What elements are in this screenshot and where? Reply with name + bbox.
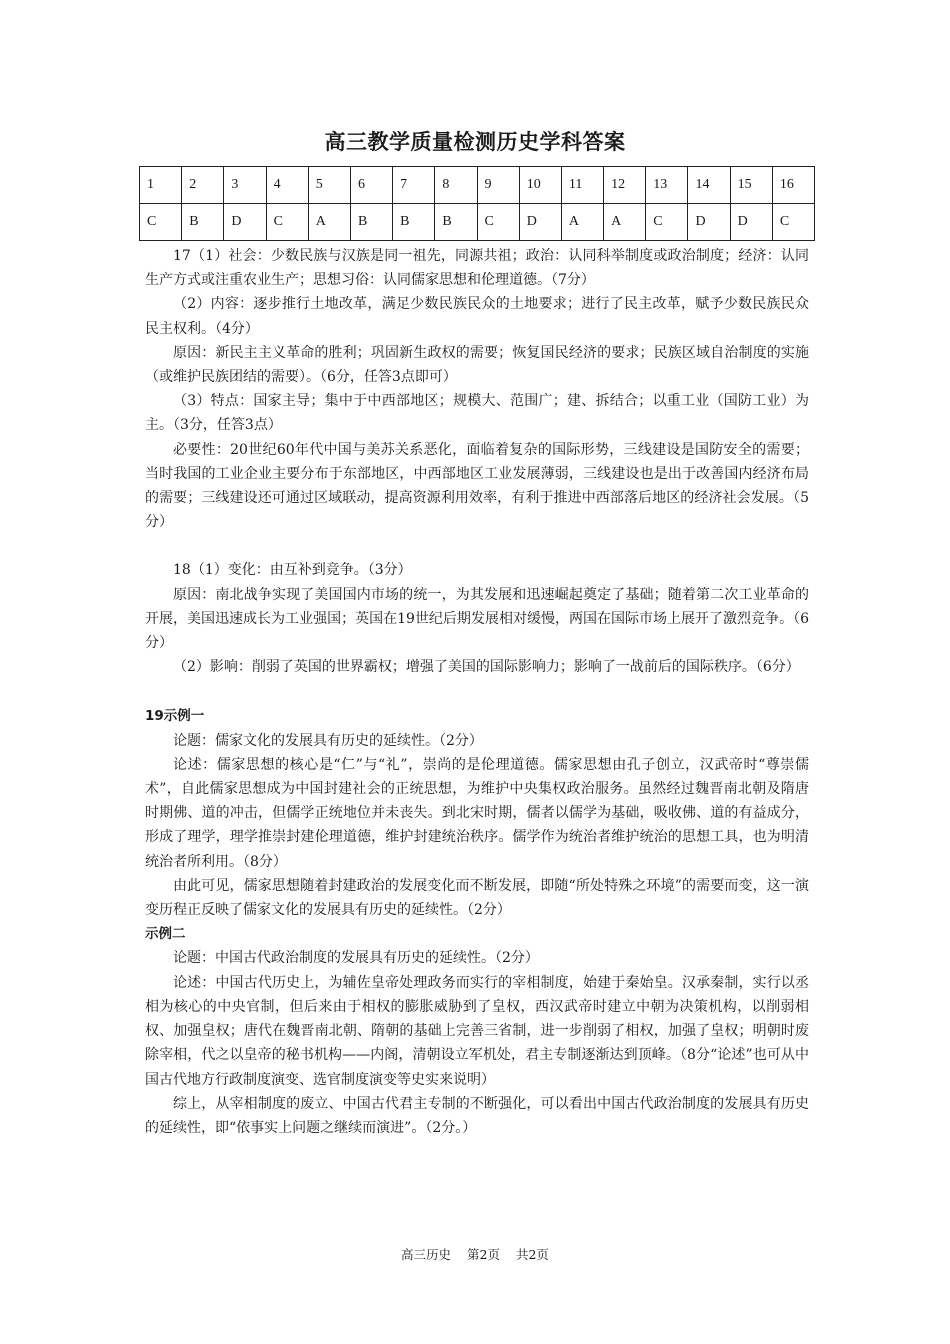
q17-part2-reasons: 原因：新民主主义革命的胜利；巩固新生政权的需要；恢复国民经济的要求；民族区域自治制度的实施（或维护民族团结的需要）。（6分，任答3点即可） xyxy=(145,344,809,386)
question-number-cell: 5 xyxy=(308,167,350,204)
q19-example1-conclusion: 由此可见，儒家思想随着封建政治的发展变化而不断发展，即随“所处特殊之环境”的需要而变，这一演变历程正反映了儒家文化的发展具有历史的延续性。（2分） xyxy=(145,877,809,919)
q19-example2-conclusion: 综上，从宰相制度的废立、中国古代君主专制的不断强化，可以看出中国古代政治制度的发展具有历史的延续性，即“依事实上问题之继续而演进”。（2分。） xyxy=(145,1095,809,1136)
question-number-cell: 11 xyxy=(561,167,603,204)
answer-cell: D xyxy=(688,204,730,241)
q19-example1-argument: 论述：儒家思想的核心是“仁”与“礼”，崇尚的是伦理道德。儒家思想由孔子创立，汉武帝时“尊崇儒术”，自此儒家思想成为中国封建社会的正统思想，为维护中央集权政治服务。虽然经过魏晋南北朝及隋唐时期佛、道的冲击，但儒学正统地位并未丧失。到北宋时期，儒者以儒学为基础，吸收佛、道的有益成分，形成了理学，理学推崇封建伦理道德，维护封建统治秩序。儒学作为统治者维护统治的思想工具，也为明清统治者所利用。（8分） xyxy=(145,756,809,870)
answer-cell: B xyxy=(393,204,435,241)
answer-cell: D xyxy=(224,204,266,241)
question-number-cell: 10 xyxy=(519,167,561,204)
q19-example1-topic: 论题：儒家文化的发展具有历史的延续性。（2分） xyxy=(173,732,483,749)
question-number-cell: 14 xyxy=(688,167,730,204)
q18-part1: 18（1）变化：由互补到竞争。（3分） xyxy=(173,562,412,579)
question-number-cell: 12 xyxy=(604,167,646,204)
answer-cell: B xyxy=(182,204,224,241)
answer-cell: A xyxy=(561,204,603,241)
answer-cell: D xyxy=(730,204,772,241)
question-number-cell: 1 xyxy=(140,167,182,204)
q19-example1-heading: 19示例一 xyxy=(145,708,205,725)
q18-part1-reasons: 原因：南北战争实现了美国国内市场的统一，为其发展和迅速崛起奠定了基础；随着第二次工业革命的开展，美国迅速成长为工业强国；英国在19世纪后期发展相对缓慢，两国在国际市场上展开了激烈竞争。（6分） xyxy=(145,586,809,652)
q17-part3-necessity: 必要性：20世纪60年代中国与美苏关系恶化，面临着复杂的国际形势，三线建设是国防安全的需要；当时我国的工业企业主要分布于东部地区，中西部地区工业发展薄弱，三线建设也是出于改善国内经济布局的需要；三线建设还可通过区域联动，提高资源利用效率，有利于推进中西部落后地区的经济社会发展。（5分） xyxy=(145,441,809,531)
answer-cell: C xyxy=(646,204,688,241)
answer-table xyxy=(139,166,815,241)
q18-part2: （2）影响：削弱了英国的世界霸权；增强了美国的国际影响力；影响了一战前后的国际秩序。（6分） xyxy=(173,659,800,676)
answer-cell: C xyxy=(266,204,308,241)
question-number-cell: 8 xyxy=(435,167,477,204)
answer-content xyxy=(145,244,809,1140)
question-number-cell: 4 xyxy=(266,167,308,204)
answer-cell: C xyxy=(477,204,519,241)
answer-cell: A xyxy=(308,204,350,241)
answer-cell: D xyxy=(519,204,561,241)
answer-cell: A xyxy=(604,204,646,241)
footer-subject: 高三历史 xyxy=(401,1247,452,1262)
q19-example2-heading: 示例二 xyxy=(145,926,186,943)
q17-part2: （2）内容：逐步推行土地改革，满足少数民族民众的土地要求；进行了民主改革，赋予少数民族民众民主权利。（4分） xyxy=(145,296,809,337)
question-number-cell: 7 xyxy=(393,167,435,204)
answer-key-row xyxy=(140,204,815,241)
answer-cell: B xyxy=(435,204,477,241)
q19-example2-topic: 论题：中国古代政治制度的发展具有历史的延续性。（2分） xyxy=(173,950,539,967)
question-number-cell: 2 xyxy=(182,167,224,204)
page-footer xyxy=(0,1245,950,1263)
question-number-cell: 6 xyxy=(350,167,392,204)
q17-part3: （3）特点：国家主导；集中于中西部地区；规模大、范围广；建、拆结合；以重工业（国防工业）为主。（3分，任答3点） xyxy=(145,393,809,434)
page-title: 高三教学质量检测历史学科答案 xyxy=(324,130,626,154)
question-number-cell: 15 xyxy=(730,167,772,204)
question-number-cell: 3 xyxy=(224,167,266,204)
footer-total-pages: 共2页 xyxy=(515,1247,549,1262)
q19-example2-argument: 论述：中国古代历史上，为辅佐皇帝处理政务而实行的宰相制度，始建于秦始皇。汉承秦制，实行以丞相为核心的中央官制，但后来由于相权的膨胀威胁到了皇权，西汉武帝时建立中朝为决策机构，以削弱相权、加强皇权；唐代在魏晋南北朝、隋朝的基础上完善三省制，进一步削弱了相权，加强了皇权；明朝时废除宰相，代之以皇帝的秘书机构——内阁，清朝设立军机处，君主专制逐渐达到顶峰。（8分“论述”也可从中国古代地方行政制度演变、选官制度演变等史实来说明） xyxy=(145,974,809,1088)
question-number-cell: 16 xyxy=(772,167,814,204)
footer-page-number: 第2页 xyxy=(467,1247,500,1262)
answer-cell: C xyxy=(140,204,182,241)
answer-cell: B xyxy=(350,204,392,241)
q17-part1: 17（1）社会：少数民族与汉族是同一祖先，同源共祖；政治：认同科举制度或政治制度；经济：认同生产方式或注重农业生产；思想习俗：认同儒家思想和伦理道德。（7分） xyxy=(145,248,809,289)
question-number-row xyxy=(140,167,815,204)
question-number-cell: 9 xyxy=(477,167,519,204)
answer-cell: C xyxy=(772,204,814,241)
question-number-cell: 13 xyxy=(646,167,688,204)
